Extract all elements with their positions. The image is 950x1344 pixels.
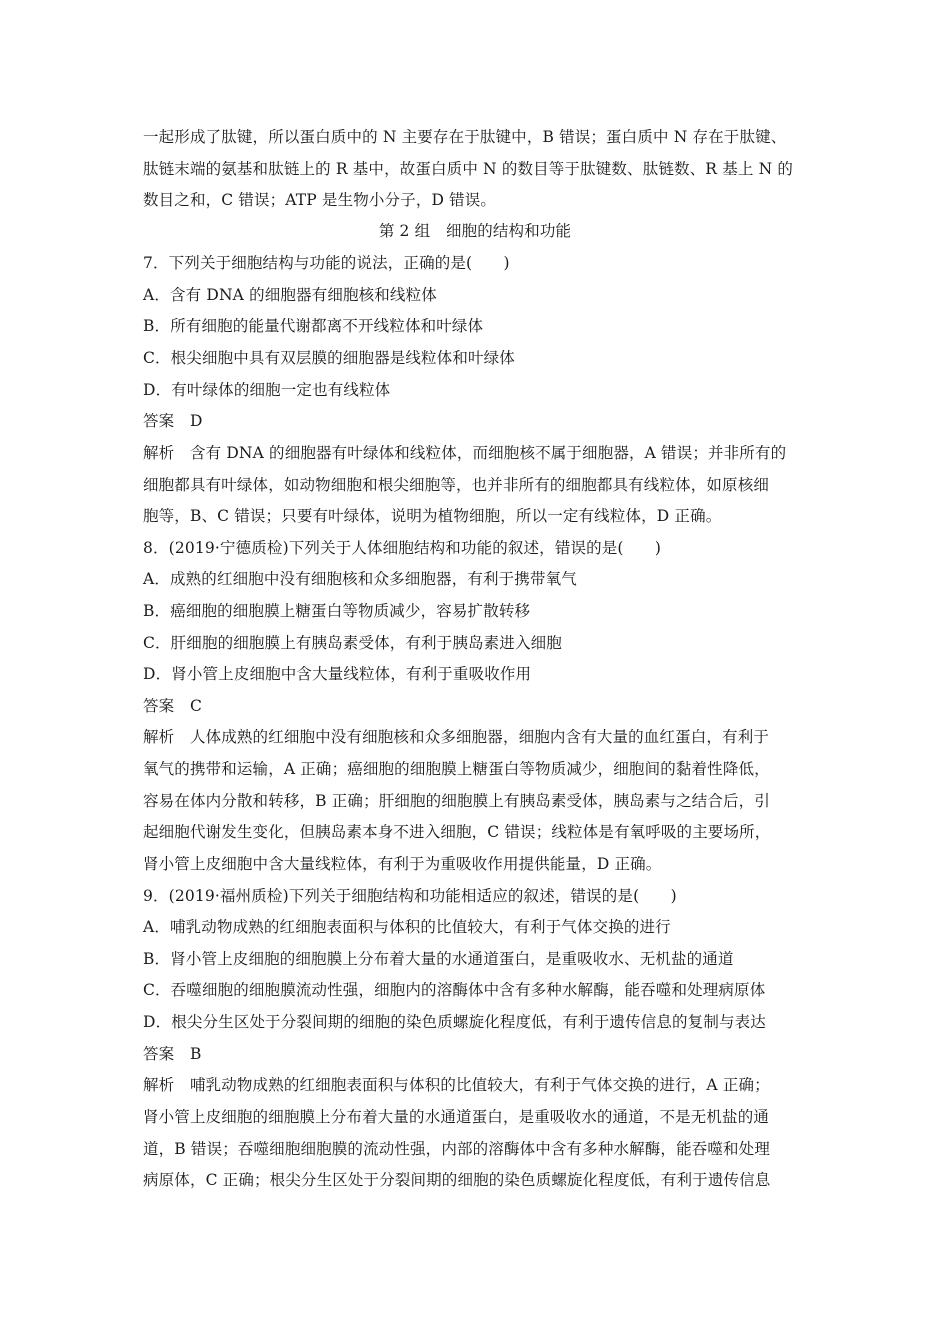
answer: 答案 C [143, 697, 202, 715]
analysis-line: 肾小管上皮细胞的细胞膜上分布着大量的水通道蛋白，是重吸收水的通道，不是无机盐的通 [143, 1108, 770, 1126]
option: A．含有 DNA 的细胞器有细胞核和线粒体 [143, 286, 437, 304]
question-stem: 9．(2019·福州质检)下列关于细胞结构和功能相适应的叙述，错误的是( ) [143, 887, 677, 905]
analysis-line: 胞等，B、C 错误；只要有叶绿体，说明为植物细胞，所以一定有线粒体，D 正确。 [143, 507, 722, 525]
option: D．根尖分生区处于分裂间期的细胞的染色质螺旋化程度低，有利于遗传信息的复制与表达 [143, 1013, 766, 1031]
text-line: 数目之和，C 错误；ATP 是生物小分子，D 错误。 [143, 191, 497, 209]
option: A．哺乳动物成熟的红细胞表面积与体积的比值较大，有利于气体交换的进行 [143, 918, 671, 936]
option: A．成熟的红细胞中没有细胞核和众多细胞器，有利于携带氧气 [143, 570, 577, 588]
answer: 答案 D [143, 412, 203, 430]
analysis-line: 解析 人体成熟的红细胞中没有细胞核和众多细胞器，细胞内含有大量的血红蛋白，有利于 [143, 728, 770, 746]
analysis-line: 道，B 错误；吞噬细胞细胞膜的流动性强，内部的溶酶体中含有多种水解酶，能吞噬和处理 [143, 1140, 770, 1158]
analysis-line: 肾小管上皮细胞中含大量线粒体，有利于为重吸收作用提供能量，D 正确。 [143, 855, 662, 873]
analysis-line: 解析 含有 DNA 的细胞器有叶绿体和线粒体，而细胞核不属于细胞器，A 错误；并非所有的 [143, 444, 787, 462]
option: B．肾小管上皮细胞的细胞膜上分布着大量的水通道蛋白，是重吸收水、无机盐的通道 [143, 950, 734, 968]
option: C．根尖细胞中具有双层膜的细胞器是线粒体和叶绿体 [143, 349, 515, 367]
option: B．癌细胞的细胞膜上糖蛋白等物质减少，容易扩散转移 [143, 602, 531, 620]
text-line: 肽链末端的氨基和肽链上的 R 基中，故蛋白质中 N 的数目等于肽键数、肽链数、R 基上 N 的 [143, 160, 794, 178]
analysis-line: 容易在体内分散和转移，B 正确；肝细胞的细胞膜上有胰岛素受体，胰岛素与之结合后，引 [143, 792, 770, 810]
analysis-line: 病原体，C 正确；根尖分生区处于分裂间期的细胞的染色质螺旋化程度低，有利于遗传信息 [143, 1171, 771, 1189]
section-title: 第 2 组 细胞的结构和功能 [378, 222, 572, 240]
option: B．所有细胞的能量代谢都离不开线粒体和叶绿体 [143, 317, 484, 335]
analysis-line: 细胞都具有叶绿体，如动物细胞和根尖细胞等，也并非所有的细胞都具有线粒体，如原核细 [143, 476, 770, 494]
question-stem: 8．(2019·宁德质检)下列关于人体细胞结构和功能的叙述，错误的是( ) [143, 539, 662, 557]
option: C．吞噬细胞的细胞膜流动性强，细胞内的溶酶体中含有多种水解酶，能吞噬和处理病原体 [143, 981, 766, 999]
option: D．有叶绿体的细胞一定也有线粒体 [143, 381, 391, 399]
option: C．肝细胞的细胞膜上有胰岛素受体，有利于胰岛素进入细胞 [143, 634, 562, 652]
analysis-line: 氧气的携带和运输，A 正确；癌细胞的细胞膜上糖蛋白等物质减少，细胞间的黏着性降低， [143, 760, 770, 778]
text-line: 一起形成了肽键，所以蛋白质中的 N 主要存在于肽键中，B 错误；蛋白质中 N 存在于肽键、 [143, 128, 787, 146]
answer: 答案 B [143, 1045, 202, 1063]
question-stem: 7．下列关于细胞结构与功能的说法，正确的是( ) [143, 254, 510, 272]
analysis-line: 解析 哺乳动物成熟的红细胞表面积与体积的比值较大，有利于气体交换的进行，A 正确； [143, 1076, 770, 1094]
option: D．肾小管上皮细胞中含大量线粒体，有利于重吸收作用 [143, 665, 532, 683]
analysis-line: 起细胞代谢发生变化，但胰岛素本身不进入细胞，C 错误；线粒体是有氧呼吸的主要场所， [143, 823, 771, 841]
